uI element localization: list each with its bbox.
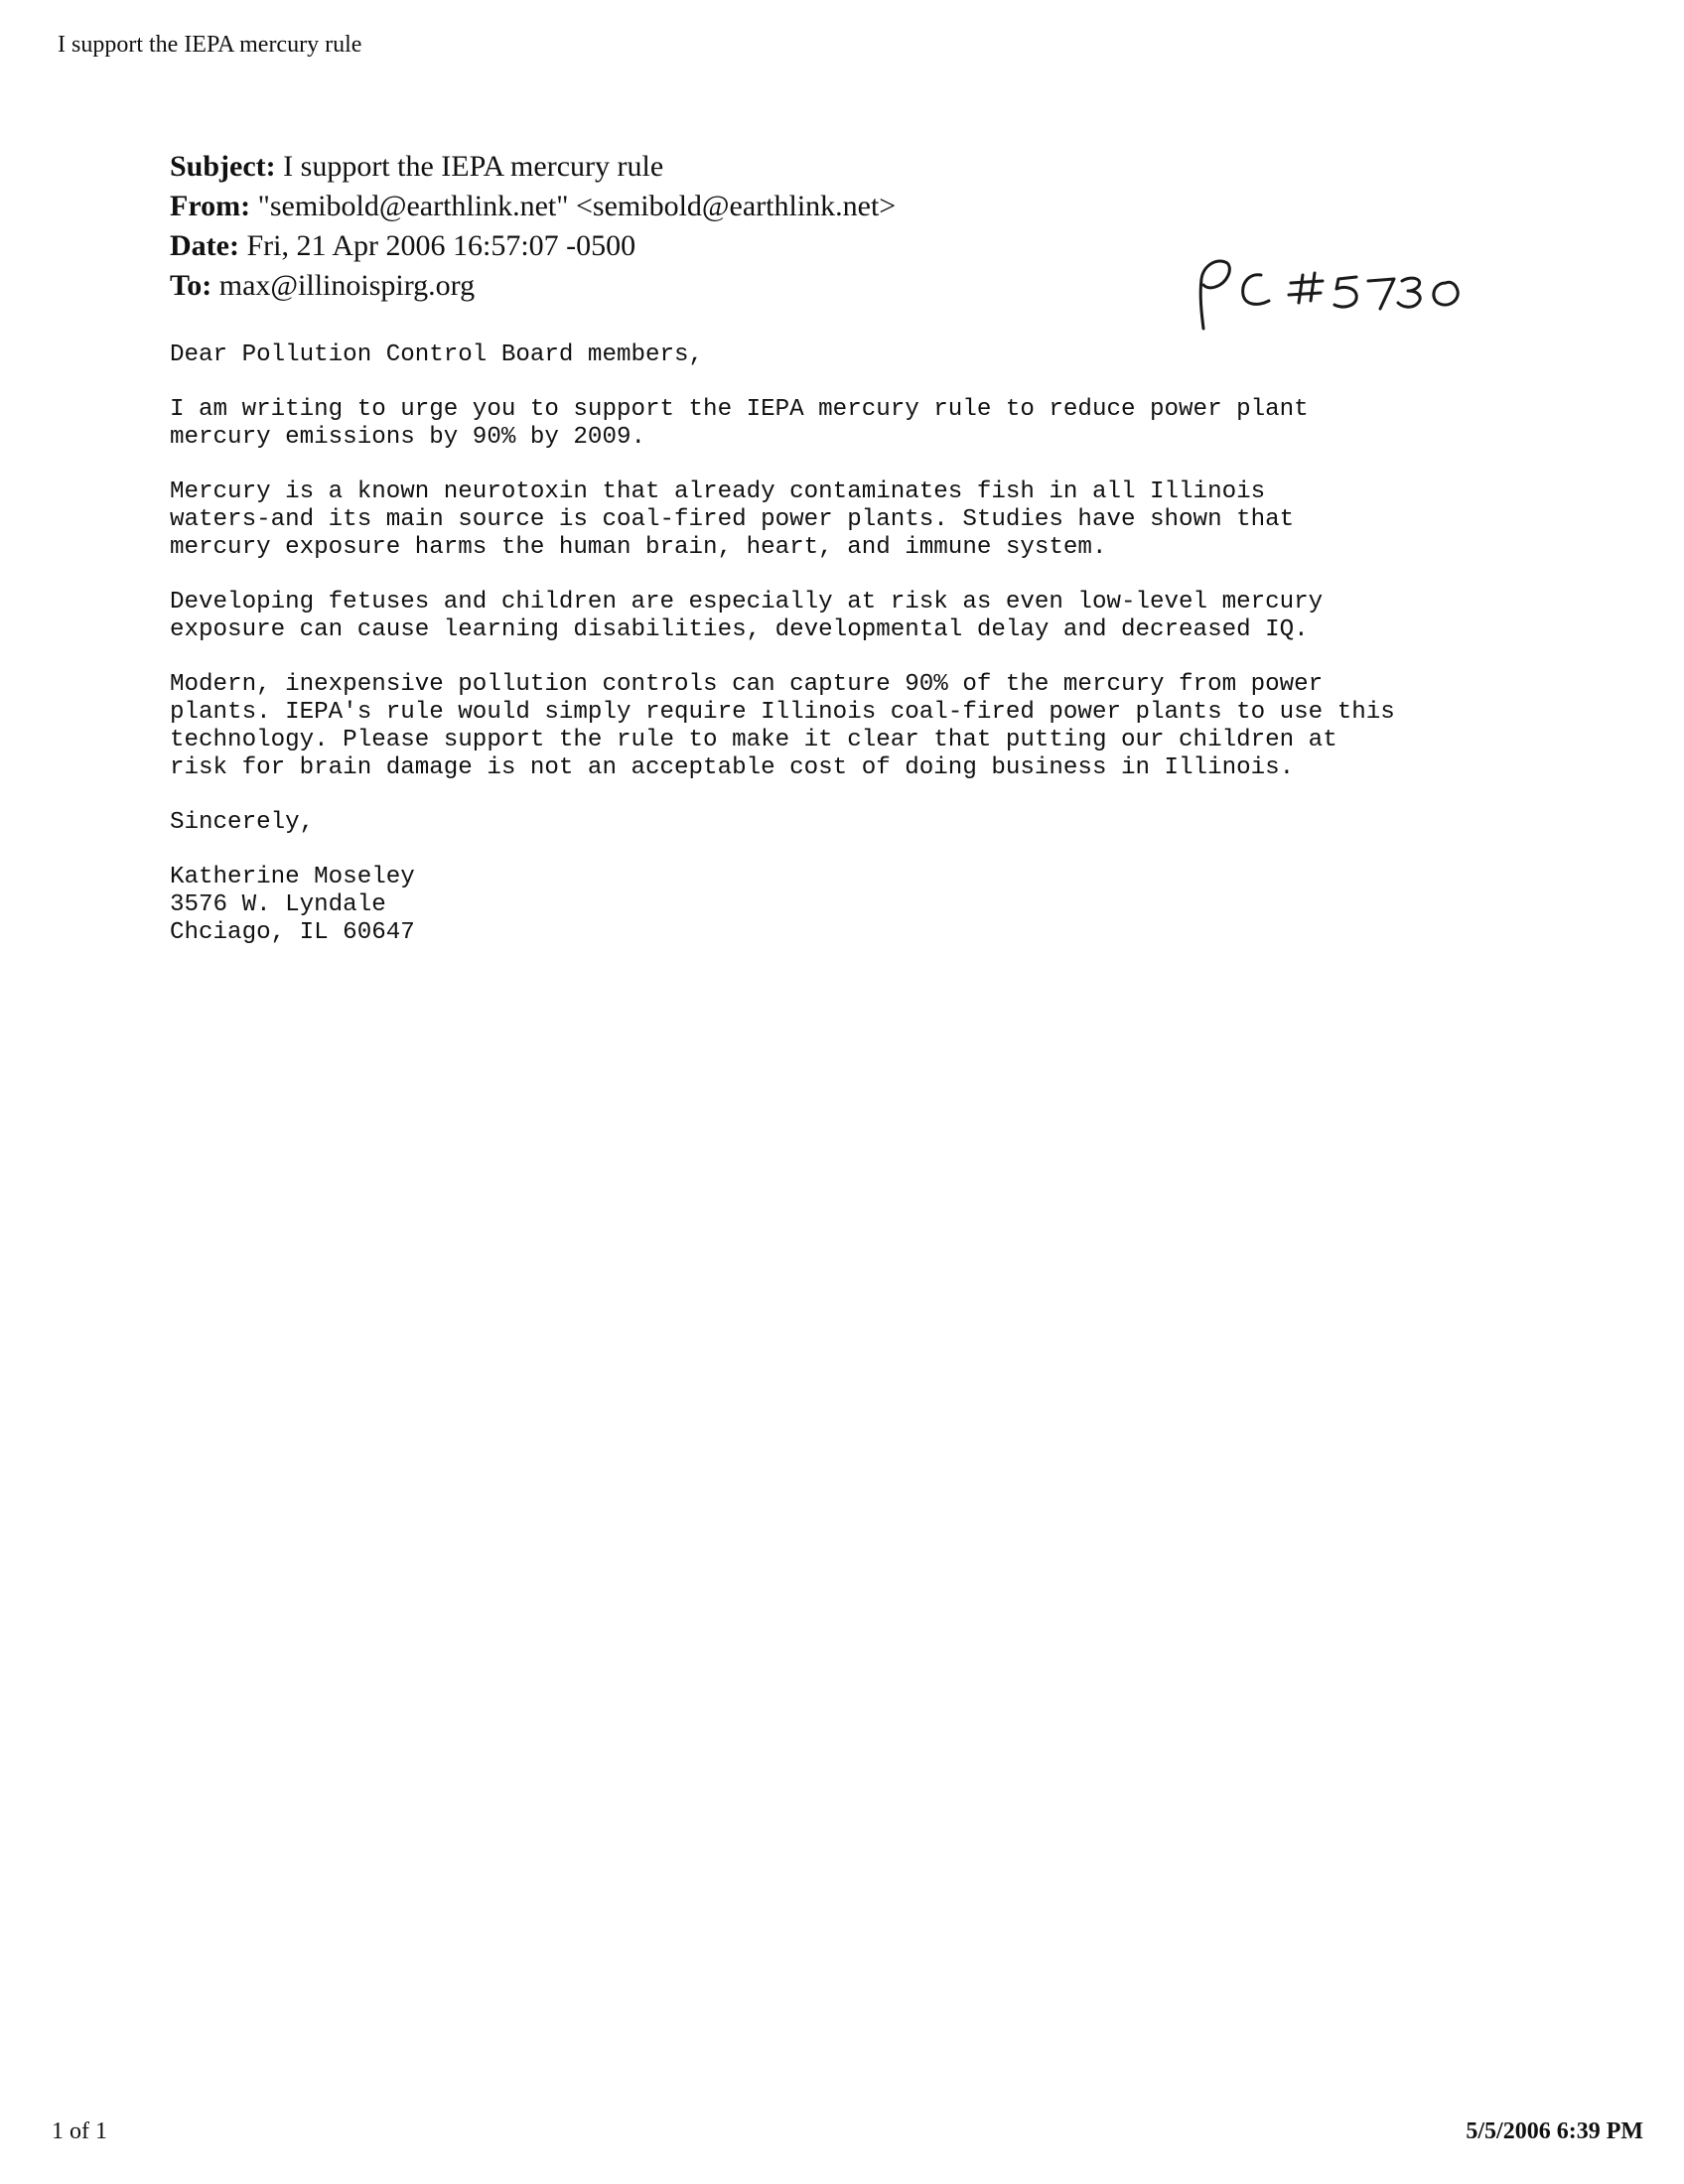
from-label: From: (170, 190, 251, 222)
page-number: 1 of 1 (52, 2118, 107, 2144)
print-timestamp: 5/5/2006 6:39 PM (1466, 2118, 1643, 2144)
print-header-title: I support the IEPA mercury rule (58, 32, 362, 58)
to-row (170, 266, 896, 306)
date-row (170, 226, 896, 266)
signature-city: Chciago, IL 60647 (170, 919, 415, 946)
date-label: Date: (170, 229, 239, 262)
signature-name: Katherine Moseley (170, 864, 415, 890)
email-headers (170, 147, 896, 306)
body-paragraph: Mercury is a known neurotoxin that already contaminates fish in all Illinois waters-and its main source is coal-fired power plants. Studies have shown that mercury exposure harms the human brain, heart, and immune system. (170, 478, 1295, 561)
to-label: To: (170, 269, 212, 302)
email-body (170, 341, 1580, 947)
closing: Sincerely, (170, 809, 315, 836)
subject-value: I support the IEPA mercury rule (283, 150, 664, 183)
signature-street: 3576 W. Lyndale (170, 891, 386, 918)
handwritten-stamp (1192, 253, 1519, 333)
from-value: "semibold@earthlink.net" <semibold@earthlink.net> (257, 190, 897, 222)
subject-label: Subject: (170, 150, 276, 183)
body-paragraph: Modern, inexpensive pollution controls can capture 90% of the mercury from power plants. IEPA's rule would simply require Illinois coal-fired power plants to use this technology. Please support the rule to make it clear that putting our children at risk for brain damage is not an acceptable cost of doing business in Illinois. (170, 671, 1395, 781)
greeting: Dear Pollution Control Board members, (170, 341, 704, 368)
body-paragraph: Developing fetuses and children are especially at risk as even low-level mercury exposure can cause learning disabilities, developmental delay and decreased IQ. (170, 589, 1324, 643)
to-value: max@illinoispirg.org (218, 269, 476, 302)
body-paragraph: I am writing to urge you to support the IEPA mercury rule to reduce power plant mercury emissions by 90% by 2009. (170, 396, 1309, 451)
from-row (170, 187, 896, 226)
date-value: Fri, 21 Apr 2006 16:57:07 -0500 (246, 229, 636, 262)
signature-block (170, 864, 1580, 947)
subject-row (170, 147, 896, 187)
